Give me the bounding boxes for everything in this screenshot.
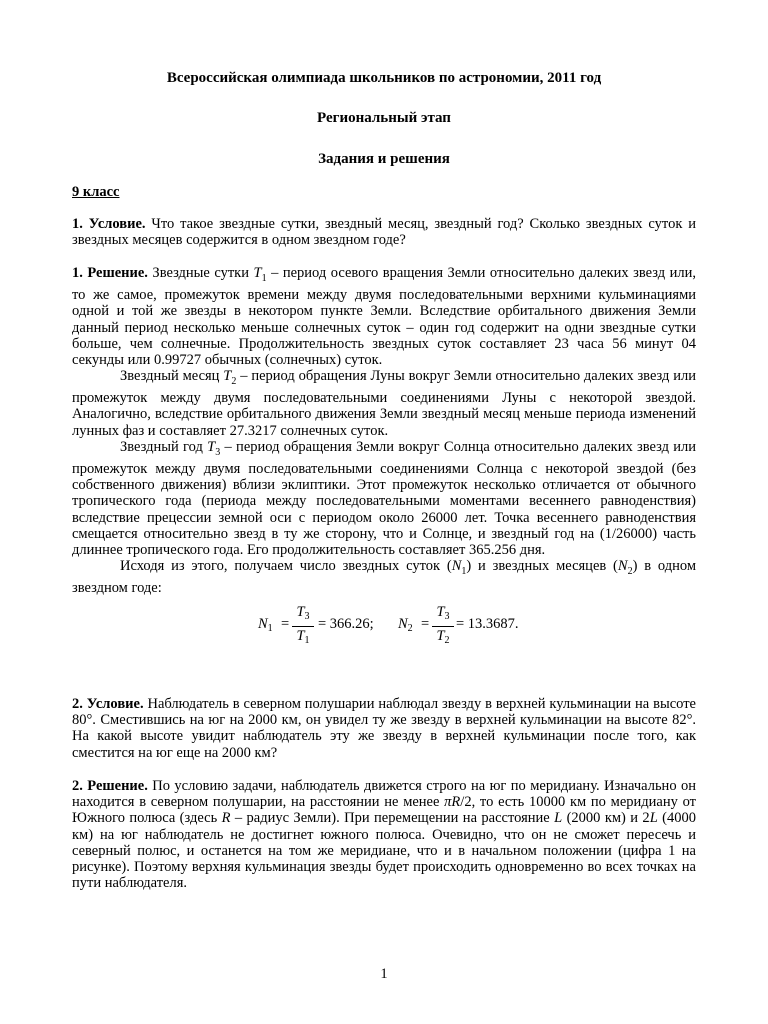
condition-text: Что такое звездные сутки, звездный месяц, звездный год? Сколько звездных суток и звездных месяцев содержится в одном звездном годе? [72, 216, 696, 249]
solution-label: 2. Решение. [72, 778, 148, 794]
document-title: Всероссийская олимпиада школьников по астрономии, 2011 год [166, 70, 602, 86]
n2-equals: = [421, 616, 430, 632]
n2-result: = 13.3687. [456, 616, 519, 632]
n2-fraction: $T_3$ $T_2$ [432, 604, 454, 649]
condition-label: 2. Условие. [72, 696, 144, 712]
problem-2-solution: 2. Решение. По условию задачи, наблюдатель движется строго на юг по меридиану. Изначально он находится в северном полушарии, на расстоянии не менее πR/2, то есть 10000 км по меридиану от Южного полюса (здесь R – радиус Земли). При перемещении на расстояние L (2000 км) и 2L (4000 км) на юг наблюдатель не достигнет южного полюса. Очевидно, что он не сможет пересечь и северный полюс, и останется на том же меридиане, что и в начальном положении (цифра 1 на рисунке). Поэтому верхняя кульминация звезды будет происходить одновременно во всех точках на пути наблюдателя. [72, 778, 696, 892]
problem-2-condition [72, 696, 696, 761]
section-subtitle: Задания и решения [318, 151, 450, 167]
solution-paragraph-2: Звездный месяц $T_2$ – период обращения Луны вокруг Земли относительно далеких звезд или промежуток между двумя последовательными соединениями Луны с некоторой звездой. Аналогично, вследствие орбитального движения Земли звездный месяц меньше периода изменений лунных фаз и составляет 27.3217 солнечных суток. [72, 368, 697, 439]
n1-fraction: $T_3$ $T_1$ [292, 604, 314, 649]
condition-label: 1. Условие. [72, 216, 146, 232]
n1-result: = 366.26; [318, 616, 374, 632]
formula-n1-n2 [258, 604, 558, 647]
n1-symbol: $N_1$ [258, 616, 273, 634]
problem-1-solution [72, 265, 696, 596]
grade-heading: 9 класс [72, 184, 120, 200]
solution-paragraph-3: Звездный год $T_3$ – период обращения Земли вокруг Солнца относительно далеких звезд или промежуток между двумя последовательными соединениями Солнца с некоторой звездой (без собственного движения) вблизи эклиптики. Этот промежуток несколько отличается от обычного тропического года (периода между последовательными моментами весеннего равноденствия) вследствие прецессии земной оси с периодом около 26000 лет. Точка весеннего равноденствия смещается относительно звезд в ту же сторону, что и Солнце, и звездный год на (1/26000) часть длиннее тропического года. Его продолжительность составляет 365.256 дня. [72, 438, 696, 558]
n1-equals: = [281, 616, 290, 632]
n2-symbol: $N_2$ [398, 616, 413, 634]
problem-1-condition [72, 216, 696, 248]
solution-paragraph-1: 1. Решение. Звездные сутки $T_1$ – период осевого вращения Земли относительно далеких звезд или, то же самое, промежуток времени между двумя последовательными верхними кульминациями одной и той же звезды в некотором пункте Земли. Вследствие орбитального движения Земли данный период несколько меньше солнечных суток – один год содержит на одни звездные сутки больше, чем солнечные. Продолжительность звездных суток составляет 23 часа 56 минут 04 секунды или 0.99727 обычных (солнечных) суток. [72, 265, 697, 368]
stage-title: Региональный этап [317, 110, 451, 126]
solution-label: 1. Решение. [72, 265, 148, 281]
page-number: 1 [380, 966, 388, 982]
condition-text: Наблюдатель в северном полушарии наблюдал звезду в верхней кульминации на высоте 80°. Сместившись на юг на 2000 км, он увидел ту же звезду в верхней кульминации на высоте 82°. На какой высоте увидит наблюдатель эту же звезду в верхней кульминации после того, как сместится на юг еще на 2000 км? [72, 696, 696, 761]
solution-paragraph-4: Исходя из этого, получаем число звездных суток $(N_1)$ и звездных месяцев $(N_2)$ в одном звездном годе: [72, 558, 696, 597]
